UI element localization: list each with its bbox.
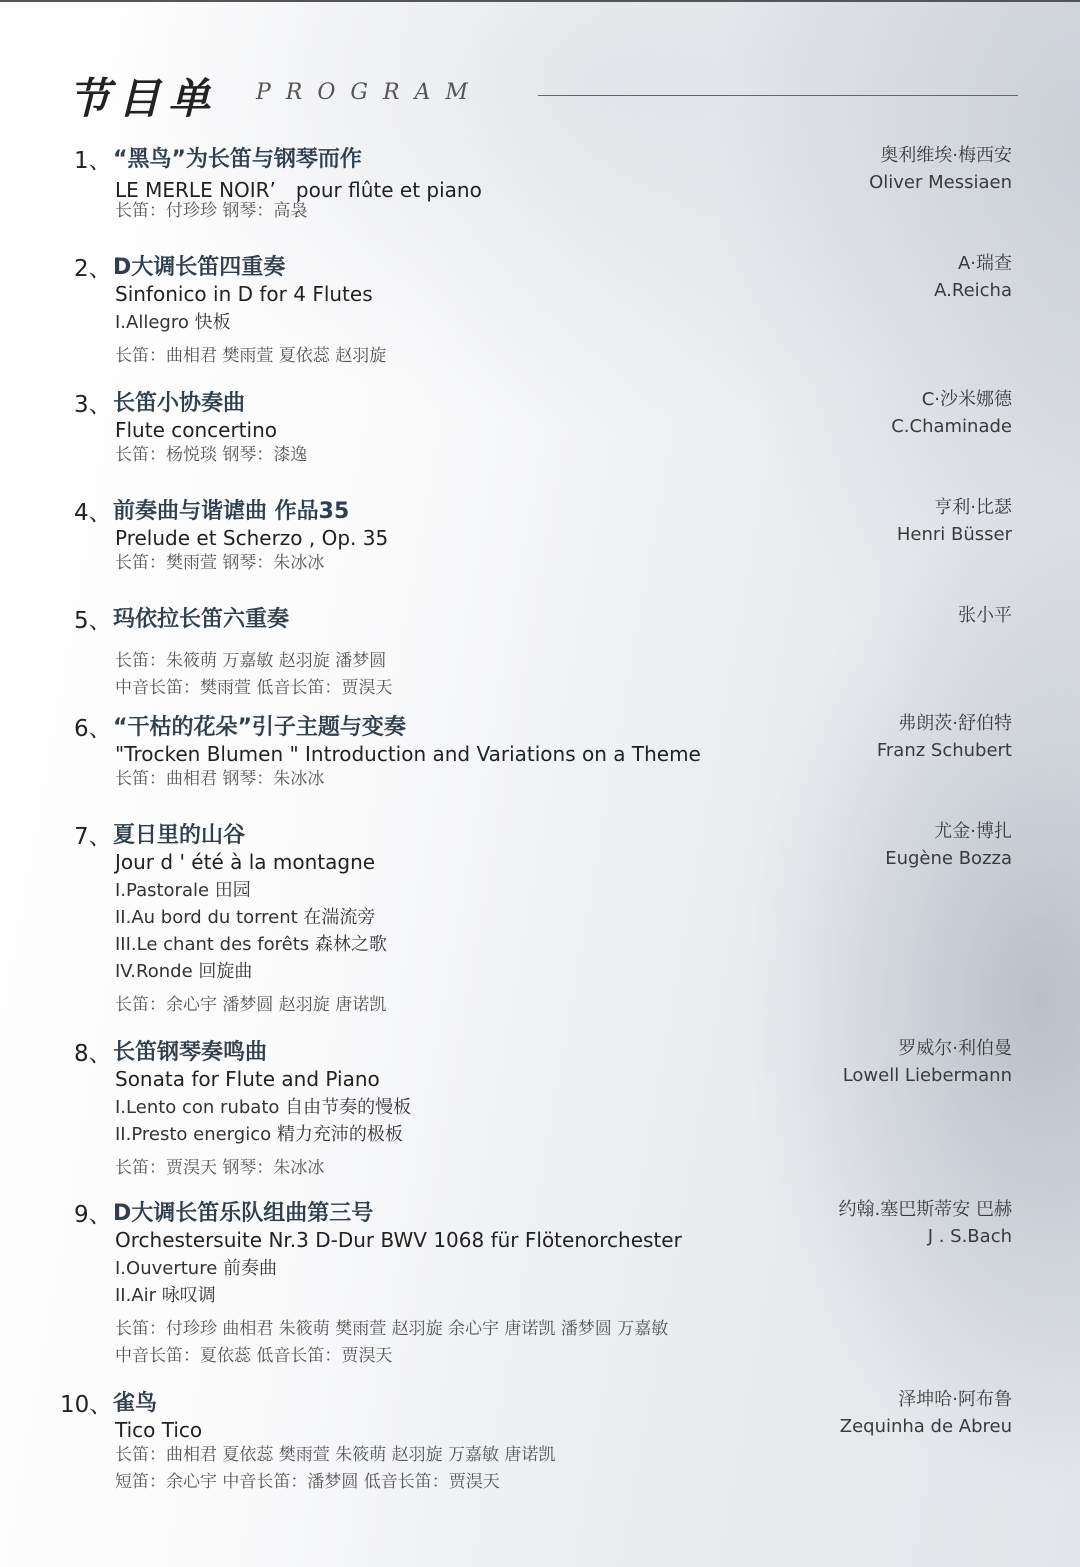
composer (839, 1196, 1012, 1250)
item-number: 9、 (74, 1202, 112, 1228)
movement: II.Au bord du torrent 在湍流旁 (115, 907, 376, 928)
top-border-line (0, 0, 1080, 2)
item-number: 3、 (74, 392, 112, 418)
item-number: 6、 (74, 716, 112, 742)
movement: III.Le chant des forêts 森林之歌 (115, 934, 387, 955)
item-number: 5、 (74, 608, 112, 634)
composer-name-en: Eugène Bozza (885, 848, 1012, 869)
composer (897, 494, 1012, 548)
composer-name-en: C.Chaminade (891, 416, 1012, 437)
item-title-cn: 长笛小协奏曲 (113, 391, 246, 416)
performers: 长笛：樊雨萱 钢琴：朱冰冰 (115, 553, 325, 573)
performers: 长笛：付珍珍 钢琴：高袅 (115, 201, 308, 221)
item-title-en: Orchestersuite Nr.3 D-Dur BWV 1068 für Flötenorchester (115, 1228, 682, 1252)
item-title-cn: “干枯的花朵”引子主题与变奏 (113, 715, 406, 740)
performers: 长笛：付珍珍 曲相君 朱筱萌 樊雨萱 赵羽旋 余心宇 唐诺凯 潘梦圆 万嘉敏 (115, 1319, 669, 1339)
performers: 长笛：朱筱萌 万嘉敏 赵羽旋 潘梦圆 (115, 651, 387, 671)
page-title-en: PROGRAM (256, 80, 483, 105)
composer (877, 710, 1012, 764)
composer-name-en: J . S.Bach (927, 1226, 1012, 1247)
performers: 长笛：余心宇 潘梦圆 赵羽旋 唐诺凯 (115, 995, 387, 1015)
composer-name-cn: C·沙米娜德 (921, 389, 1012, 410)
item-title-en: Tico Tico (115, 1418, 203, 1442)
item-title-cn: 长笛钢琴奏鸣曲 (113, 1040, 268, 1065)
performers: 短笛：余心宇 中音长笛：潘梦圆 低音长笛：贾淏天 (115, 1472, 500, 1492)
composer-name-cn: 尤金·博扎 (934, 821, 1012, 842)
composer (891, 386, 1012, 440)
item-title-cn: 雀鸟 (113, 1391, 158, 1416)
composer (885, 818, 1012, 872)
item-title-en: Jour d ' été à la montagne (115, 850, 376, 874)
composer (840, 1386, 1012, 1440)
composer-name-cn: 奥利维埃·梅西安 (880, 145, 1012, 166)
composer (843, 1035, 1012, 1089)
movement: II.Presto energico 精力充沛的极板 (115, 1124, 403, 1145)
composer-name-cn: A·瑞查 (957, 253, 1012, 274)
item-number: 8、 (74, 1041, 112, 1067)
item-title-cn: 前奏曲与谐谑曲 作品35 (113, 499, 350, 524)
composer-name-cn: 泽坤哈·阿布鲁 (898, 1389, 1012, 1410)
item-title-en: Sonata for Flute and Piano (115, 1067, 380, 1091)
composer-name-cn: 亨利·比瑟 (934, 497, 1012, 518)
performers: 中音长笛：樊雨萱 低音长笛：贾淏天 (115, 678, 393, 698)
item-title-en: Prelude et Scherzo , Op. 35 (115, 526, 389, 550)
composer-name-en: Lowell Liebermann (842, 1065, 1012, 1086)
page-title-cn: 节目单 (68, 74, 219, 123)
composer-name-en: A.Reicha (934, 280, 1012, 301)
performers: 长笛：曲相君 夏依蕊 樊雨萱 朱筱萌 赵羽旋 万嘉敏 唐诺凯 (115, 1445, 556, 1465)
performers: 长笛：曲相君 钢琴：朱冰冰 (115, 769, 325, 789)
composer (958, 602, 1012, 629)
header-divider (538, 95, 1018, 96)
composer-name-cn: 约翰.塞巴斯蒂安 巴赫 (838, 1199, 1012, 1220)
item-title-cn: D大调长笛四重奏 (113, 255, 286, 280)
composer-name-en: Oliver Messiaen (869, 172, 1012, 193)
item-number: 10、 (60, 1392, 113, 1418)
item-number: 2、 (74, 256, 112, 282)
item-title-en: Sinfonico in D for 4 Flutes (115, 282, 373, 306)
item-number: 1、 (74, 148, 112, 174)
composer-name-cn: 弗朗茨·舒伯特 (898, 713, 1012, 734)
composer-name-en: Henri Büsser (896, 524, 1012, 545)
performers: 长笛：贾淏天 钢琴：朱冰冰 (115, 1158, 325, 1178)
composer-name-cn: 罗威尔·利伯曼 (898, 1038, 1012, 1059)
movement: IV.Ronde 回旋曲 (115, 961, 253, 982)
item-number: 4、 (74, 500, 112, 526)
item-title-cn: “黑鸟”为长笛与钢琴而作 (113, 147, 362, 172)
performers: 中音长笛：夏依蕊 低音长笛：贾淏天 (115, 1346, 393, 1366)
movement: I.Pastorale 田园 (115, 880, 251, 901)
item-title-cn: 玛依拉长笛六重奏 (113, 607, 290, 632)
movement: I.Lento con rubato 自由节奏的慢板 (115, 1097, 412, 1118)
composer (934, 250, 1012, 304)
item-title-cn: D大调长笛乐队组曲第三号 (113, 1201, 374, 1226)
composer-name-en: Franz Schubert (876, 740, 1012, 761)
composer-name-en: Zequinha de Abreu (839, 1416, 1012, 1437)
program-header (68, 66, 1018, 126)
item-title-cn: 夏日里的山谷 (113, 823, 246, 848)
composer (869, 142, 1012, 196)
movement: I.Ouverture 前奏曲 (115, 1258, 277, 1279)
item-number: 7、 (74, 824, 112, 850)
movement: II.Air 咏叹调 (115, 1285, 216, 1306)
movement: I.Allegro 快板 (115, 312, 231, 333)
item-title-en: "Trocken Blumen " Introduction and Variations on a Theme (115, 742, 701, 766)
composer-name-cn: 张小平 (958, 605, 1012, 626)
item-title-en: Flute concertino (115, 418, 277, 442)
performers: 长笛：杨悦琰 钢琴：漆逸 (115, 445, 308, 465)
item-title-en: LE MERLE NOIR’ pour flûte et piano (115, 178, 482, 202)
performers: 长笛：曲相君 樊雨萱 夏依蕊 赵羽旋 (115, 346, 387, 366)
